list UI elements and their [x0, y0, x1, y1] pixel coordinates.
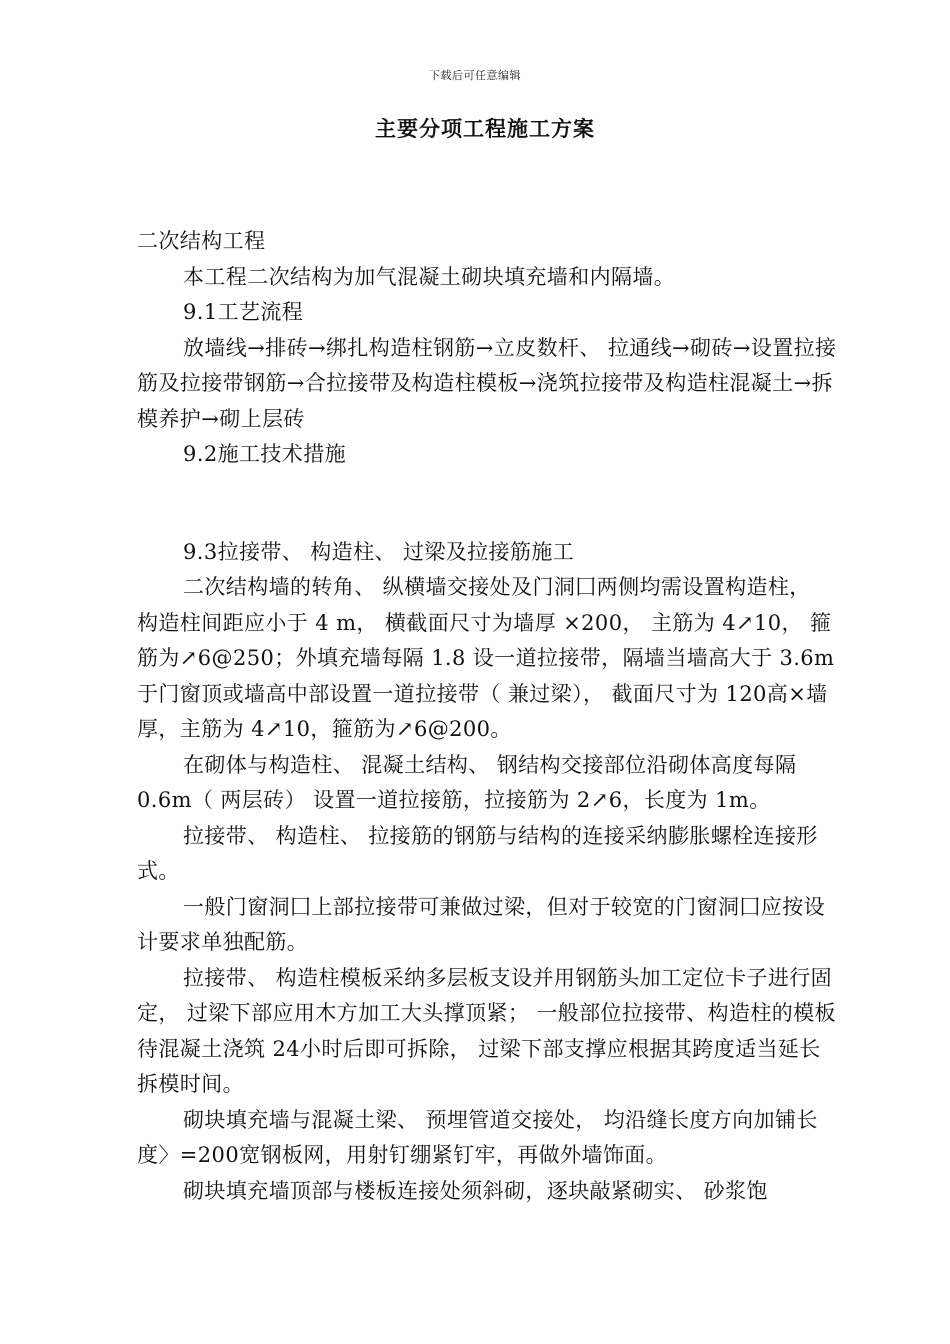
subheading-9-2: 9.2施工技术措施	[183, 442, 346, 466]
paragraph-top-masonry: 砌块填充墙顶部与楼板连接处须斜砌，逐块敲紧砌实、 砂浆饱	[183, 1178, 768, 1203]
page-title: 主要分项工程施工方案	[375, 116, 595, 141]
blank-space	[137, 473, 837, 535]
section-heading: 二次结构工程	[137, 229, 266, 253]
document-body	[137, 224, 837, 1209]
paragraph-steel-mesh: 砌块填充墙与混凝土梁、 预埋管道交接处， 均沿缝长度方向加铺长度〉=200宽钢板网，用射钉绷紧钉牢，再做外墙饰面。	[137, 1107, 818, 1167]
paragraph-lintel: 一般门窗洞囗上部拉接带可兼做过梁，但对于较宽的门窗洞囗应按设计要求单独配筋。	[137, 894, 825, 954]
subheading-9-3: 9.3拉接带、 构造柱、 过梁及拉接筋施工	[183, 539, 575, 564]
subheading-9-1: 9.1工艺流程	[183, 300, 304, 324]
header-note: 下载后可任意编辑	[429, 69, 521, 82]
paragraph-tie-bars: 在砌体与构造柱、 混凝土结构、 钢结构交接部位沿砌体高度每隔 0.6m（ 两层砖） 设置一道拉接筋，拉接筋为 2↗6，长度为 1m。	[137, 752, 797, 812]
paragraph-formwork: 拉接带、 构造柱模板采纳多层板支设并用钢筋头加工定位卡子进行固定， 过梁下部应用木方加工大头撑顶紧； 一般部位拉接带、构造柱的模板待混凝土浇筑 24小时后即可拆除， 过梁下部支撑应根据其跨度适当延长拆模时间。	[137, 965, 836, 1096]
paragraph-constructional-column: 二次结构墙的转角、 纵横墙交接处及门洞囗两侧均需设置构造柱， 构造柱间距应小于 4 m， 横截面尺寸为墙厚 ×200， 主筋为 4↗10， 箍筋为↗6@250；外填充墙每隔 1.8 设一道拉接带，隔墙当墙高大于 3.6m于门窗顶或墙高中部设置一道拉接带（ 兼过梁）， 截面尺寸为 120高×墙厚，主筋为 4↗10，箍筋为↗6@200。	[137, 575, 835, 741]
paragraph-connection: 拉接带、 构造柱、 拉接筋的钢筋与结构的连接采纳膨胀螺栓连接形式。	[137, 823, 818, 883]
paragraph-process-flow: 放墙线→排砖→绑扎构造柱钢筋→立皮数杆、 拉通线→砌砖→设置拉接筋及拉接带钢筋→合拉接带及构造柱模板→浇筑拉接带及构造柱混凝土→拆模养护→砌上层砖	[137, 335, 837, 431]
paragraph-intro: 本工程二次结构为加气混凝土砌块填充墙和内隔墙。	[183, 264, 676, 289]
